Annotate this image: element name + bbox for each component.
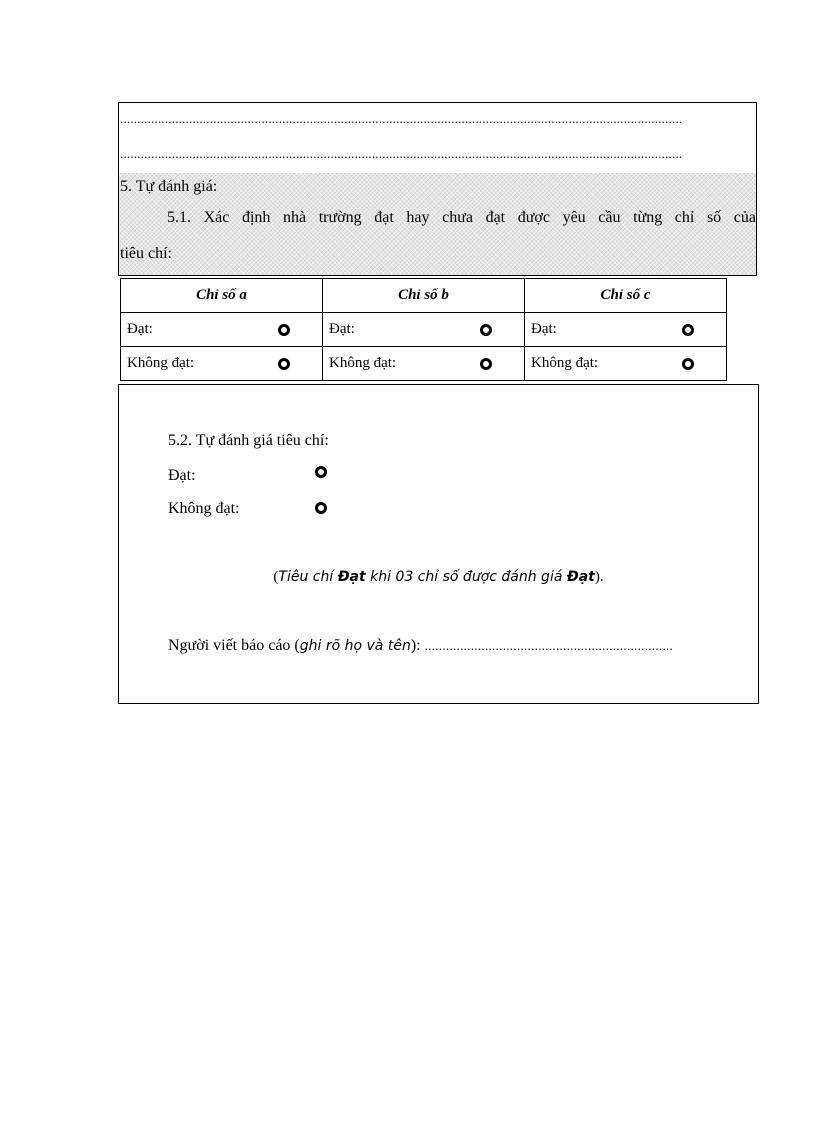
self-eval-title: 5.2. Tự đánh giá tiêu chí: <box>168 432 329 449</box>
self-eval-box <box>118 384 759 704</box>
cell-b-pass <box>323 313 525 347</box>
table-row <box>121 313 727 347</box>
radio-c-pass[interactable] <box>682 324 694 336</box>
report-writer-line: Người viết báo cáo (ghi rõ họ và tên): ...................................................................... <box>168 637 674 654</box>
radio-b-fail[interactable] <box>480 358 492 370</box>
cell-a-fail <box>121 347 323 381</box>
radio-criterion-fail[interactable] <box>315 502 327 514</box>
cell-b-fail <box>323 347 525 381</box>
radio-criterion-pass[interactable] <box>315 466 327 478</box>
section-heading: 5. Tự đánh giá: <box>120 178 218 195</box>
subsection-5-1-line2: tiêu chí: <box>120 245 172 262</box>
radio-c-fail[interactable] <box>682 358 694 370</box>
fail-label: Không đạt: <box>127 355 195 371</box>
cell-c-pass <box>525 313 727 347</box>
assessment-box-top <box>118 102 757 276</box>
pass-label: Đạt: <box>127 321 153 337</box>
signature-field[interactable]: ...................................................................... <box>424 638 674 653</box>
cell-a-pass <box>121 313 323 347</box>
fail-label: Không đạt: <box>531 355 599 371</box>
criteria-table <box>120 278 727 381</box>
fail-label: Không đạt: <box>329 355 397 371</box>
radio-b-pass[interactable] <box>480 324 492 336</box>
criterion-note: (Tiêu chí Đạt khi 03 chỉ số được đánh giá Đạt). <box>273 569 604 585</box>
header-chi-so-a: Chỉ số a <box>121 279 323 313</box>
option-fail-label: Không đạt: <box>168 500 240 517</box>
pass-label: Đạt: <box>329 321 355 337</box>
table-header-row <box>121 279 727 313</box>
option-pass-label: Đạt: <box>168 467 196 484</box>
radio-a-pass[interactable] <box>278 324 290 336</box>
dotted-line-2: ................................................................................................................................................................... <box>120 147 683 161</box>
dots-area <box>119 103 756 173</box>
pass-label: Đạt: <box>531 321 557 337</box>
header-chi-so-c: Chỉ số c <box>525 279 727 313</box>
subsection-5-1-line1: 5.1. Xác định nhà trường đạt hay chưa đạt được yêu cầu từng chỉ số của <box>167 209 756 226</box>
radio-a-fail[interactable] <box>278 358 290 370</box>
table-row <box>121 347 727 381</box>
cell-c-fail <box>525 347 727 381</box>
header-chi-so-b: Chỉ số b <box>323 279 525 313</box>
dotted-line-1: ................................................................................................................................................................... <box>120 112 683 126</box>
